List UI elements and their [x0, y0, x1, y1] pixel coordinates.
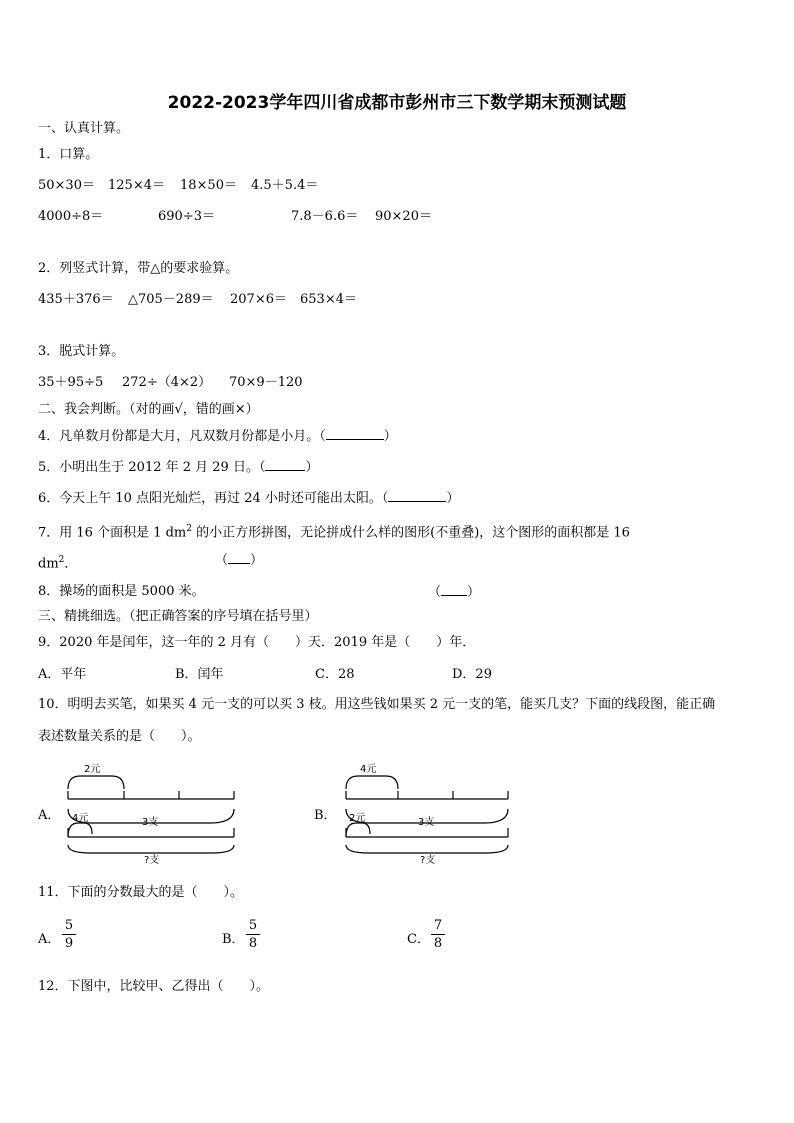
- q3-item: 35＋95÷5: [38, 375, 104, 390]
- q11-text: 11．下面的分数最大的是（ ）。: [38, 885, 244, 900]
- q10-option-a[interactable]: A．: [38, 808, 61, 823]
- denominator: 9: [64, 936, 74, 951]
- q9-text: 9．2020 年是闰年，这一年的 2 月有（ ）天．2019 年是（ ）年．: [38, 635, 476, 650]
- diagram-label: 2元: [349, 813, 366, 824]
- answer-blank[interactable]: [441, 584, 467, 596]
- section-1-heading: 一、认真计算。: [38, 121, 130, 136]
- diagram-label: 4元: [72, 813, 89, 824]
- q5-text: 5．小明出生于 2012 年 2 月 29 日。（: [38, 460, 266, 475]
- q1-item: 18×50＝: [180, 178, 237, 193]
- q10-line2: 表述数量关系的是（ ）。: [38, 729, 201, 744]
- section-3-heading: 三、精挑细选。（把正确答案的序号填在括号里）: [38, 609, 318, 624]
- q5-paren-close: ）: [305, 460, 319, 475]
- answer-blank[interactable]: [265, 459, 305, 471]
- q6-paren-close: ）: [446, 491, 460, 506]
- q7-text: 7．用 16 个面积是 1 dm: [38, 525, 187, 541]
- fraction-bar: [431, 934, 445, 935]
- q9-option-a[interactable]: A．平年: [38, 667, 87, 682]
- q7-superscript: 2: [58, 555, 65, 565]
- diagram-label: 3支: [142, 817, 159, 828]
- q7-answer: [215, 552, 263, 569]
- q9-option-c[interactable]: C．28: [315, 667, 355, 682]
- numerator: 7: [433, 918, 443, 933]
- q1-item: 90×20＝: [375, 209, 432, 224]
- q7-line1: [38, 521, 630, 541]
- q11-option-a-fraction[interactable]: [62, 918, 76, 951]
- q1-item: 4000÷8＝: [38, 209, 104, 224]
- fraction-bar: [246, 934, 260, 935]
- paren-open: （: [215, 553, 229, 568]
- q2-item: 653×4＝: [300, 292, 357, 307]
- paren-close: ）: [250, 553, 264, 568]
- q3-label: 3．脱式计算。: [38, 344, 125, 359]
- answer-blank[interactable]: [326, 428, 384, 440]
- diagram-label: ?支: [144, 855, 160, 866]
- q3-item: 70×9－120: [229, 375, 303, 390]
- q4-text: 4．凡单数月份都是大月，凡双数月份都是小月。（: [38, 429, 326, 444]
- q11-option-c-letter[interactable]: C．: [407, 932, 430, 947]
- diagram-label: ?支: [420, 855, 436, 866]
- q12-text: 12．下图中，比较甲、乙得出（ ）。: [38, 979, 270, 994]
- denominator: 8: [248, 936, 258, 951]
- q1-item: 125×4＝: [108, 178, 165, 193]
- answer-blank[interactable]: [388, 490, 446, 502]
- paren-open: （: [428, 585, 442, 600]
- q6: [38, 490, 459, 507]
- fraction-bar: [62, 934, 76, 935]
- diagram-label: 4元: [360, 764, 377, 775]
- diagram-label: 3支: [418, 817, 435, 828]
- q11-option-b-letter[interactable]: B．: [222, 932, 245, 947]
- q4-paren-close: ）: [383, 429, 397, 444]
- q7-line2: [38, 552, 77, 572]
- paren-close: ）: [467, 585, 481, 600]
- q1-item: 50×30＝: [38, 178, 95, 193]
- q9-option-b[interactable]: B．闰年: [175, 667, 224, 682]
- q1-item: 4.5＋5.4＝: [251, 178, 319, 193]
- numerator: 5: [64, 918, 74, 933]
- q7-text-cont: 的小正方形拼图，无论拼成什么样的图形(不重叠)，这个图形的面积都是 16: [192, 525, 630, 541]
- numerator: 5: [248, 918, 258, 933]
- section-2-heading: 二、我会判断。（对的画√，错的画×）: [38, 402, 259, 417]
- q11-option-c-fraction[interactable]: [431, 918, 445, 951]
- q2-label: 2．列竖式计算，带△的要求验算。: [38, 261, 239, 276]
- q11-option-a-letter[interactable]: A．: [38, 932, 61, 947]
- q2-item: 207×6＝: [230, 292, 287, 307]
- q7-period: ．: [64, 556, 78, 572]
- q4: [38, 428, 397, 445]
- q9-option-d[interactable]: D．29: [452, 667, 492, 682]
- q8-answer: [428, 584, 480, 601]
- answer-blank[interactable]: [228, 552, 250, 564]
- q10-line1: 10．明明去买笔，如果买 4 元一支的可以买 3 枝。用这些钱如果买 2 元一支的笔，能买几支？下面的线段图，能正确: [38, 697, 716, 712]
- q2-item: 435＋376＝: [38, 292, 114, 307]
- q2-item: △705－289＝: [128, 292, 214, 307]
- line-diagram-a: [60, 760, 245, 870]
- q11-option-b-fraction[interactable]: [246, 918, 260, 951]
- q1-label: 1．口算。: [38, 147, 99, 162]
- q6-text: 6．今天上午 10 点阳光灿烂，再过 24 小时还可能出太阳。（: [38, 491, 389, 506]
- q10-option-b[interactable]: B．: [314, 808, 337, 823]
- page-title: 2022-2023学年四川省成都市彭州市三下数学期末预测试题: [167, 93, 627, 113]
- q5: [38, 459, 318, 476]
- diagram-label: 2元: [84, 764, 101, 775]
- q7-superscript: 2: [186, 524, 192, 534]
- q1-item: 7.8－6.6＝: [291, 209, 359, 224]
- denominator: 8: [433, 936, 443, 951]
- q3-item: 272÷（4×2）: [122, 375, 212, 390]
- q7-unit: dm: [38, 556, 59, 572]
- line-diagram-b: [338, 760, 523, 870]
- q1-item: 690÷3＝: [158, 209, 215, 224]
- q8-text: 8．操场的面积是 5000 米。: [38, 584, 205, 599]
